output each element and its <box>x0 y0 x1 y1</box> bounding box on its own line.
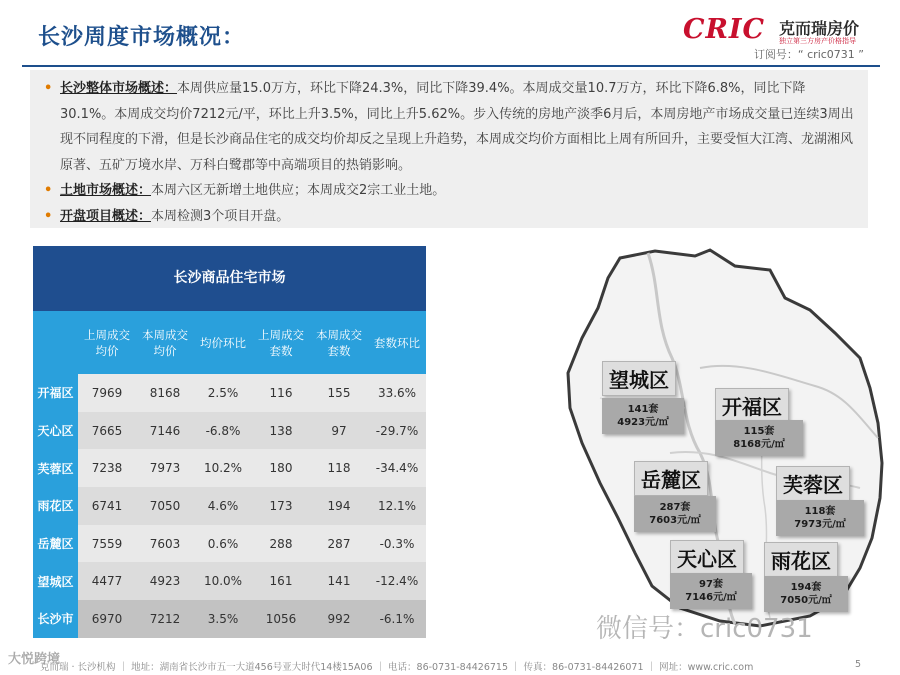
row-header: 天心区 <box>33 412 78 450</box>
table-cell: -6.8% <box>205 423 241 438</box>
table-cell: 33.6% <box>377 385 417 400</box>
district-name: 芙蓉区 <box>776 466 850 501</box>
table-cell: 7559 <box>91 536 123 551</box>
table-cell: 992 <box>327 611 351 626</box>
wechat-watermark: 微信号：cric0731 <box>596 614 813 644</box>
table-cell: 7212 <box>149 611 181 626</box>
district-stats <box>670 573 752 609</box>
table-cell: 7603 <box>149 536 181 551</box>
table-cell: 7146 <box>149 423 181 438</box>
table-cell: 180 <box>269 461 293 476</box>
cric-logo <box>683 14 873 46</box>
table-row <box>33 449 426 487</box>
table-row <box>33 562 426 600</box>
district-units: 115套 <box>743 426 775 437</box>
table-title: 长沙商品住宅市场 <box>33 246 426 311</box>
table-row <box>33 374 426 412</box>
table-cell: 194 <box>327 498 351 513</box>
table-cell: 7969 <box>91 385 123 400</box>
district-price: 4923元/㎡ <box>617 417 669 428</box>
table-cell: -12.4% <box>375 574 419 589</box>
summary-item-overall <box>44 76 856 178</box>
table-cell: 1056 <box>265 611 297 626</box>
page-title: 长沙周度市场概况： <box>38 25 246 50</box>
table-cell: 161 <box>269 574 293 589</box>
table-cell: 3.5% <box>207 611 239 626</box>
table-cell: 2.5% <box>207 385 239 400</box>
logo-brand: CRIC <box>683 14 766 45</box>
table-body <box>33 374 426 638</box>
summary-list <box>30 70 868 229</box>
summary-item-openings <box>44 204 856 230</box>
summary-panel <box>30 70 868 228</box>
table-cell: 118 <box>327 461 351 476</box>
corner-watermark: 大悦跨境 <box>8 652 61 667</box>
table-cell: 6741 <box>91 498 123 513</box>
district-price: 7146元/㎡ <box>685 592 737 603</box>
district-price: 7050元/㎡ <box>780 595 832 606</box>
column-header: 上周成交套数 <box>258 327 304 358</box>
table-cell: 7050 <box>149 498 181 513</box>
table-row <box>33 487 426 525</box>
table-cell: -29.7% <box>375 423 419 438</box>
district-units: 287套 <box>659 502 691 513</box>
summary-text: 本周供应量15.0万方，环比下降24.3%，同比下降39.4%。本周成交量10.7万方，环比下降6.8%，同比下降30.1%。本周成交均价7212元/平，环比上升3.5%，同比上升5.62%。步入传统的房地产淡季6月后，本周房地产市场成交量已连续3周出现不同程度的下滑，但是长沙商品住宅的成交均价却反之呈现上升趋势，本周成交均价方面相比上周有所回升，主要受恒大江湾、龙湖湘风原著、五矿万境水岸、万科白鹭郡等中高端项目的热销影响。 <box>60 81 854 173</box>
table-cell: 0.6% <box>207 536 239 551</box>
district-stats <box>715 420 803 456</box>
table-corner <box>33 311 78 374</box>
market-table <box>33 246 426 638</box>
table-cell: 4923 <box>149 574 181 589</box>
summary-text: 本周检测3个项目开盘。 <box>151 208 290 224</box>
table-cell: 6970 <box>91 611 123 626</box>
summary-item-land <box>44 178 856 204</box>
row-header: 芙蓉区 <box>33 449 78 487</box>
table-cell: 8168 <box>149 385 181 400</box>
footer-contact: 克而瑞 · 长沙机构 ｜ 地址：湖南省长沙市五一大道456号亚大时代14楼15A06 ｜ 电话：86-0731-84426715 ｜ 传真：86-0731-84426071 ｜ 网址：www.cric.com <box>40 662 754 673</box>
table-cell: 7238 <box>91 461 123 476</box>
column-header: 上周成交均价 <box>84 327 130 358</box>
table-cell: 10.2% <box>203 461 243 476</box>
page-number: 5 <box>855 659 862 670</box>
district-name: 雨花区 <box>764 542 838 577</box>
district-units: 194套 <box>790 582 822 593</box>
title-divider <box>22 65 880 67</box>
district-price: 7973元/㎡ <box>794 519 846 530</box>
table-cell: -34.4% <box>375 461 419 476</box>
table-row <box>33 600 426 638</box>
summary-text: 本周六区无新增土地供应；本周成交2宗工业土地。 <box>151 183 446 198</box>
table-cell: 288 <box>269 536 293 551</box>
table-row <box>33 412 426 450</box>
district-name: 岳麓区 <box>634 461 708 496</box>
table-cell: 116 <box>269 385 293 400</box>
table-cell: 138 <box>269 423 293 438</box>
district-price: 7603元/㎡ <box>649 515 701 526</box>
subscribe-label: 订阅号：“ cric0731 ” <box>753 48 864 61</box>
logo-tagline: 独立第三方房产价格指导 <box>779 37 856 45</box>
district-stats <box>602 398 684 434</box>
row-header: 长沙市 <box>33 600 78 638</box>
table-row <box>33 525 426 563</box>
table-cell: 4.6% <box>207 498 239 513</box>
table-cell: 12.1% <box>377 498 417 513</box>
table-cell: 10.0% <box>203 574 243 589</box>
footer <box>0 652 900 675</box>
column-header: 本周成交套数 <box>316 327 362 358</box>
summary-label: 开盘项目概述： <box>60 208 152 224</box>
row-header: 岳麓区 <box>33 525 78 563</box>
district-units: 118套 <box>804 506 836 517</box>
table-cell: 173 <box>269 498 293 513</box>
district-stats <box>634 496 716 532</box>
column-header: 本周成交均价 <box>142 327 188 358</box>
column-header: 均价环比 <box>200 335 246 350</box>
summary-label: 土地市场概述： <box>60 183 152 198</box>
logo-chinese-name: 克而瑞房价 <box>779 19 860 38</box>
summary-label: 长沙整体市场概述： <box>60 81 178 96</box>
table-cell: 141 <box>327 574 351 589</box>
district-price: 8168元/㎡ <box>733 439 785 450</box>
column-header: 套数环比 <box>374 335 420 350</box>
district-units: 141套 <box>627 404 659 415</box>
table-cell: 287 <box>327 536 351 551</box>
table-cell: 4477 <box>91 574 123 589</box>
district-map <box>560 248 890 633</box>
district-stats <box>776 500 864 536</box>
table-cell: 97 <box>331 423 347 438</box>
district-name: 望城区 <box>602 361 676 396</box>
table-cell: 7973 <box>149 461 181 476</box>
table-cell: 155 <box>327 385 351 400</box>
table-cell: -6.1% <box>379 611 415 626</box>
table-cell: 7665 <box>91 423 123 438</box>
table-cell: -0.3% <box>379 536 415 551</box>
district-name: 天心区 <box>670 540 744 575</box>
row-header: 雨花区 <box>33 487 78 525</box>
table-header-row <box>33 311 426 374</box>
district-name: 开福区 <box>715 388 789 423</box>
row-header: 望城区 <box>33 562 78 600</box>
district-stats <box>764 576 848 612</box>
district-units: 97套 <box>699 579 723 590</box>
row-header: 开福区 <box>33 374 78 412</box>
